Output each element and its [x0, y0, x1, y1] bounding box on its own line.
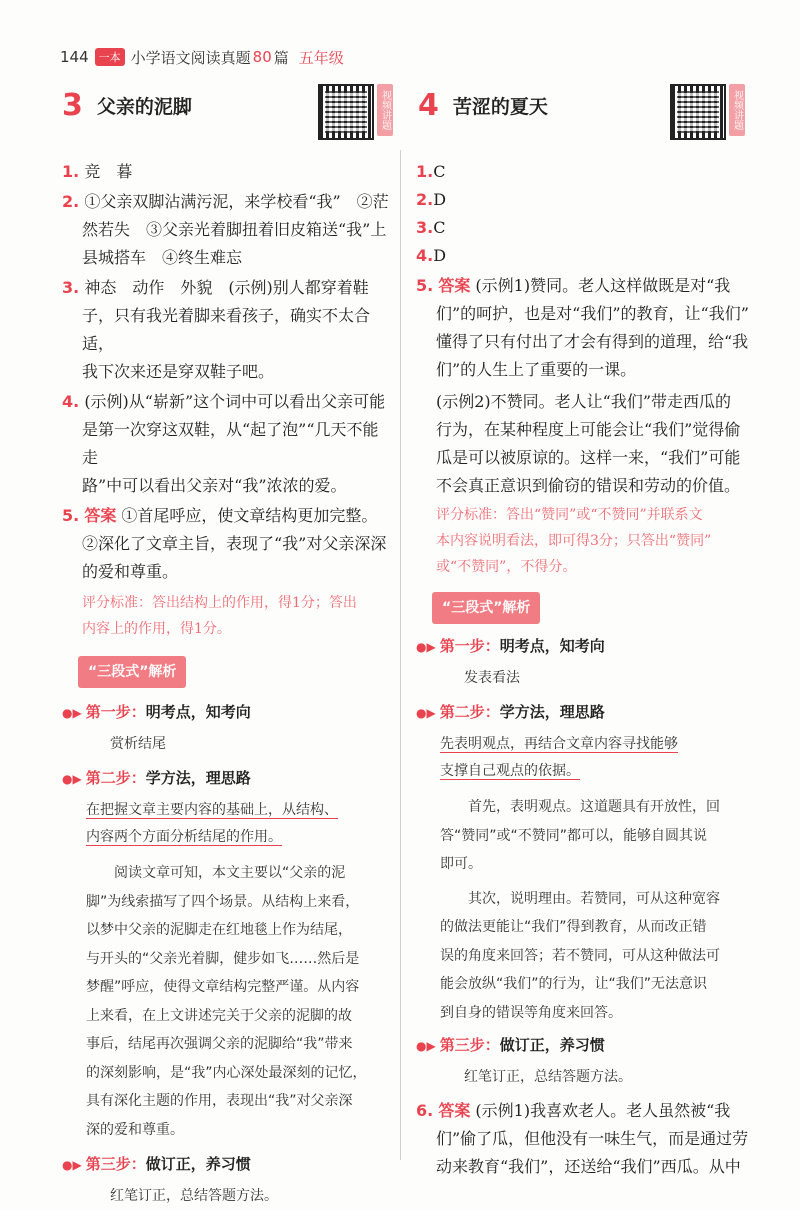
right-q5: 5. 答案 (示例1)赞同。老人这样做既是对“我 们”的呵护，也是对“我们”的教育，让“我们” 懂得了只有付出了才会有得到的道理，给“我 们”的人生上了重要的一课。 (示例2)不赞同。老人让“我们”带走西瓜的 行为，在某种程度上可能会让“我们”觉得偷 瓜是可以被原谅的。这样一来，“我们”可能 不会真正意识到偷窃的错误和劳动的价值。 [416, 276, 749, 495]
book-unit: 篇 [273, 48, 289, 67]
right-analysis-1: 首先，表明观点。这道题具有开放性，回 答“赞同”或“不赞同”都可以，能够自圆其说 即可。 [440, 799, 720, 872]
left-q1: 1. 竞 暮 [62, 162, 133, 181]
left-step1: ●▶ 第一步：明考点，知考向 [62, 703, 251, 721]
left-q3: 3. 神态 动作 外貌 (示例)别人都穿着鞋 子，只有我光着脚来看孩子，确实不太合适， 我下次来还是穿双鞋子吧。 [62, 278, 371, 381]
left-analysis: 阅读文章可知，本文主要以“父亲的泥 脚”为线索描写了四个场景。从结构上来看， 以梦中父亲的泥脚走在红地毯上作为结尾， 与开头的“父亲光着脚，健步如飞……然后是 梦醒”呼应，使得文章结构完整严谨。从内容 上来看，在上文讲述完关于父亲的泥脚的故 事后，结尾再次强调父亲的泥脚给“我”带来 的深刻影响，是“我”内心深处最深刻的记忆， 具有深化主题的作用，表现出“我”对父亲深 深的爱和尊重。 [86, 865, 367, 1138]
right-scoring: 评分标准：答出“赞同”或“不赞同”并联系文 本内容说明看法，即可得3分；只答出“赞同” 或“不赞同”，不得分。 [436, 507, 712, 575]
left-qr-block[interactable] [318, 84, 393, 140]
answer-label: 答案 [84, 506, 117, 525]
grade-label: 五年级 [298, 48, 344, 67]
section-number: 4 [418, 88, 439, 123]
page-number: 144 [60, 48, 89, 66]
left-q5: 5. 答案 ①首尾呼应，使文章结构更加完整。 ②深化了文章主旨，表现了“我”对父亲深深 的爱和尊重。 [62, 506, 387, 581]
left-step2-method: 在把握文章主要内容的基础上，从结构、 内容两个方面分析结尾的作用。 [86, 802, 338, 845]
arrow-icon: ●▶ [62, 772, 82, 786]
right-step2-method: 先表明观点，再结合文章内容寻找能够 支撑自己观点的依据。 [440, 736, 678, 779]
left-step1-text: 赏析结尾 [110, 736, 166, 752]
right-q1: 1.C [416, 162, 446, 181]
answer-label: 答案 [438, 1101, 471, 1120]
right-step2: ●▶ 第二步：学方法，理思路 [416, 703, 605, 721]
section-title: 苦涩的夏天 [452, 96, 548, 118]
section-number: 3 [62, 88, 83, 123]
arrow-icon: ●▶ [416, 640, 436, 654]
analysis-badge: “三段式”解析 [78, 656, 186, 688]
right-step3: ●▶ 第三步：做订正，养习惯 [416, 1036, 605, 1054]
arrow-icon: ●▶ [416, 706, 436, 720]
book-title: 小学语文阅读真题 [130, 48, 251, 67]
left-answer-list [62, 158, 392, 1210]
left-section-heading [62, 88, 192, 123]
left-q2: 2. ①父亲双脚沾满污泥，来学校看“我” ②茫 然若失 ③父亲光着脚扭着旧皮箱送“我”上 县城搭车 ④终生难忘 [62, 192, 389, 267]
section-title: 父亲的泥脚 [96, 96, 192, 118]
right-step1-text: 发表看法 [464, 670, 520, 686]
answer-label: 答案 [438, 276, 471, 295]
left-step2: ●▶ 第二步：学方法，理思路 [62, 769, 251, 787]
right-qr-block[interactable] [670, 84, 745, 140]
arrow-icon: ●▶ [62, 1158, 82, 1172]
brand-logo: 一本 [95, 48, 125, 66]
left-step3: ●▶ 第三步：做订正，养习惯 [62, 1155, 251, 1173]
right-section-heading [418, 88, 548, 123]
right-answer-list [416, 158, 751, 1181]
video-tag: 视频讲题 [377, 84, 393, 136]
left-step3-text: 红笔订正，总结答题方法。 [110, 1188, 278, 1204]
right-analysis-2: 其次，说明理由。若赞同，可从这种宽容 的做法更能让“我们”得到教育，从而改正错 误的角度来回答；若不赞同，可从这种做法可 能会放纵“我们”的行为，让“我们”无法意识 到自身的错误等角度来回答。 [440, 890, 720, 1021]
qr-code-icon[interactable] [670, 84, 726, 140]
right-q2: 2.D [416, 190, 447, 209]
left-q4: 4. (示例)从“崭新”这个词中可以看出父亲可能 是第一次穿这双鞋，从“起了泡”“几天不能走 路”中可以看出父亲对“我”浓浓的爱。 [62, 392, 386, 495]
right-step1: ●▶ 第一步：明考点，知考向 [416, 637, 605, 655]
book-count: 80 [252, 48, 272, 66]
right-q4: 4.D [416, 246, 447, 265]
qr-code-icon[interactable] [318, 84, 374, 140]
right-step3-text: 红笔订正，总结答题方法。 [464, 1069, 632, 1085]
left-scoring: 评分标准：答出结构上的作用，得1分；答出 内容上的作用，得1分。 [82, 595, 357, 637]
analysis-badge: “三段式”解析 [432, 592, 540, 624]
arrow-icon: ●▶ [416, 1039, 436, 1053]
column-divider [400, 150, 401, 1160]
page-header [60, 44, 344, 70]
video-tag: 视频讲题 [729, 84, 745, 136]
arrow-icon: ●▶ [62, 706, 82, 720]
right-q6: 6. 答案 (示例1)我喜欢老人。老人虽然被“我 们”偷了瓜，但他没有一味生气，而是通过劳 动来教育“我们”，还送给“我们”西瓜。从中 [416, 1101, 749, 1176]
right-q3: 3.C [416, 218, 446, 237]
